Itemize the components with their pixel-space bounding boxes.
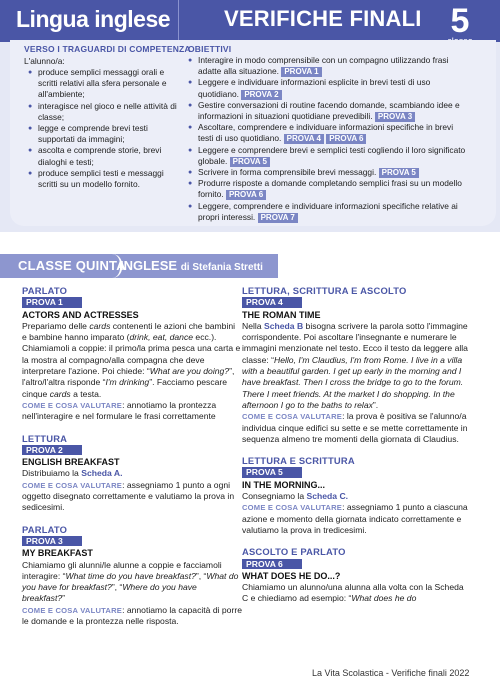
activity-text: Prepariamo delle cards contenenti le azioni che bambini e bambine hanno imparato (drink, eat, dance ecc.). Chiamiamoli a coppie: il primo/la prima pesca una carta e la mostra al compagno/alla compagna che deve interpretare l'azione. Poi chiede: “What are you doing?”, l'altro/l'altra risponde “I'm drinking”. Facciamo pescare cinque cards a testa.	[22, 320, 241, 399]
header-divider	[178, 0, 179, 42]
evaluation-text: COME E COSA VALUTARE: assegniamo 1 punto a ogni oggetto disegnato correttamente e valutiamo la prova in sedicesimi.	[22, 479, 235, 513]
section-heading: LETTURA E SCRITTURA	[242, 455, 355, 467]
objective-item: ● Gestire conversazioni di routine facendo domande, scambiando idee e informazioni in situazioni quotidiane prevedibili. PROVA 3	[188, 100, 470, 122]
activity-text: Consegniamo la Scheda C.	[242, 491, 349, 502]
author: di Stefania Stretti	[180, 262, 263, 273]
evaluation-label: COME E COSA VALUTARE	[242, 503, 343, 513]
activity-title: THE ROMAN TIME	[242, 309, 321, 320]
activity-text: Chiamiamo un alunno/una alunna alla volta con la Scheda C e chiediamo ad esempio: “What does he do	[242, 582, 464, 604]
evaluation-label: COME E COSA VALUTARE	[22, 400, 123, 410]
right-column	[242, 285, 468, 605]
activity-title: WHAT DOES HE DO...?	[242, 570, 341, 581]
objective-item: ● Leggere, comprendere e individuare informazioni specifiche relative ai propri interessi. PROVA 7	[188, 201, 470, 223]
objective-item: ● Interagire in modo comprensibile con un compagno utilizzando frasi adatte alla situazione. PROVA 1	[188, 55, 470, 77]
scheda-ref: Scheda B	[263, 320, 304, 331]
scheda-ref: Scheda A.	[81, 468, 123, 479]
prova-tag: PROVA 5	[379, 168, 419, 178]
prova-badge: PROVA 2	[22, 445, 82, 456]
competence-intro: L'alunno/a:	[24, 56, 65, 66]
competence-item: ● produce semplici messaggi orali e scritti relativi alla sfera personale e all'ambiente;	[28, 67, 178, 101]
section-heading: PARLATO	[22, 285, 68, 296]
prova-badge: PROVA 4	[242, 297, 302, 308]
section-band	[0, 254, 278, 278]
evaluation-text: COME E COSA VALUTARE: annotiamo la capacità di porre le domande e la prontezza nelle risposta.	[22, 604, 242, 627]
scheda-ref: Scheda C.	[306, 491, 349, 502]
activity-text: Chiamiamo gli alunni/le alunne a coppie e facciamoli interagire: “What time do you have breakfast?”, “What do you have for breakfast?”, “Where do you have breakfast?”	[22, 559, 239, 604]
evaluation-label: COME E COSA VALUTARE	[242, 412, 343, 422]
evaluation-text: COME E COSA VALUTARE: assegniamo 1 punto a ciascuna azione e momento della giornata indicato correttamente e valutiamo la prova in tredicesimi.	[242, 502, 468, 535]
prova-badge: PROVA 6	[242, 559, 302, 570]
prova-tag: PROVA 1	[281, 67, 321, 77]
prova-tag: PROVA 6	[226, 190, 266, 200]
prova-badge: PROVA 3	[22, 536, 82, 547]
page-header	[0, 0, 500, 42]
activity-title: MY BREAKFAST	[22, 548, 93, 559]
section-heading: LETTURA, SCRITTURA E ASCOLTO	[242, 285, 407, 296]
activity-title: ACTORS AND ACTRESSES	[22, 309, 139, 320]
evaluation-label: COME E COSA VALUTARE	[22, 605, 123, 615]
competence-heading: VERSO I TRAGUARDI DI COMPETENZA	[24, 44, 191, 54]
section-title: VERIFICHE FINALI	[224, 6, 422, 31]
grade-number: 5	[450, 2, 470, 40]
objectives-list	[188, 55, 470, 223]
section-heading: PARLATO	[22, 523, 68, 535]
page-footer: La Vita Scolastica - Verifiche finali 2022	[312, 668, 470, 678]
section-heading: ASCOLTO E PARLATO	[242, 546, 346, 558]
evaluation-text: COME E COSA VALUTARE: la prova è positiva se l'alunno/a individua cinque edifici su sette e se mette correttamente in sequenza almeno tre momenti della giornata di Claudius.	[242, 411, 468, 444]
objective-item: ● Produrre risposte a domande completando semplici frasi su un modello fornito. PROVA 6	[188, 178, 470, 200]
objective-item: ● Leggere e comprendere brevi e semplici testi cogliendo il loro significato globale. PROVA 5	[188, 145, 470, 167]
objectives-heading: OBIETTIVI	[188, 44, 232, 54]
prova-tag: PROVA 7	[258, 213, 298, 223]
prova-tag: PROVA 4	[284, 134, 324, 144]
activity-title: ENGLISH BREAKFAST	[22, 457, 120, 468]
activity-text: Nella Scheda B bisogna scrivere la parola sotto l'immagine corrispondente. Poi ascoltare l'insegnante e numerare le immagini menzionate nel testo. Ecco il testo da leggere alla classe: “Hello, I'm Claudius, I'm from Rome. I live in a villa with a beautiful garden. I get up early in the morning and I have breakfast. Then I cross the bridge to go to the forum. There I meet friends. At the market I do shopping. In the afternoon I go to the baths to relax”.	[242, 320, 468, 410]
activity-text: Distribuiamo la Scheda A.	[22, 468, 123, 479]
prova-badge: PROVA 5	[242, 467, 302, 478]
band-subject: INGLESE	[120, 258, 178, 273]
activity-title: IN THE MORNING...	[242, 479, 325, 490]
competence-item: ● interagisce nel gioco e nelle attività di classe;	[28, 101, 178, 123]
subject-title: Lingua inglese	[16, 6, 171, 32]
prova-badge: PROVA 1	[22, 297, 82, 308]
class-label: CLASSE QUINTA	[18, 258, 126, 273]
evaluation-text: COME E COSA VALUTARE: annotiamo la prontezza nell'interagire e nel formulare le frasi correttamente	[22, 399, 217, 422]
objective-item: ● Scrivere in forma comprensibile brevi messaggi. PROVA 5	[188, 167, 470, 178]
competence-item: ● legge e comprende brevi testi supportati da immagini;	[28, 123, 178, 145]
prova-tag: PROVA 3	[375, 112, 415, 122]
competence-item: ● ascolta e comprende storie, brevi dialoghi e testi;	[28, 145, 178, 167]
prova-tag: PROVA 5	[230, 157, 270, 167]
prova-tag: PROVA 6	[326, 134, 366, 144]
competence-list	[28, 67, 178, 190]
evaluation-label: COME E COSA VALUTARE	[22, 480, 123, 490]
left-column	[22, 285, 242, 627]
objective-item: ● Leggere e individuare informazioni esplicite in brevi testi di uso quotidiano. PROVA 2	[188, 77, 470, 99]
objective-item: ● Ascoltare, comprendere e individuare informazioni specifiche in brevi testi di uso quotidiano. PROVA 4 PROVA 6	[188, 122, 470, 144]
subject-author	[120, 258, 263, 273]
competence-item: ● produce semplici testi e messaggi scritti su un modello fornito.	[28, 168, 178, 190]
prova-tag: PROVA 2	[241, 90, 281, 100]
section-heading: LETTURA	[22, 432, 68, 444]
